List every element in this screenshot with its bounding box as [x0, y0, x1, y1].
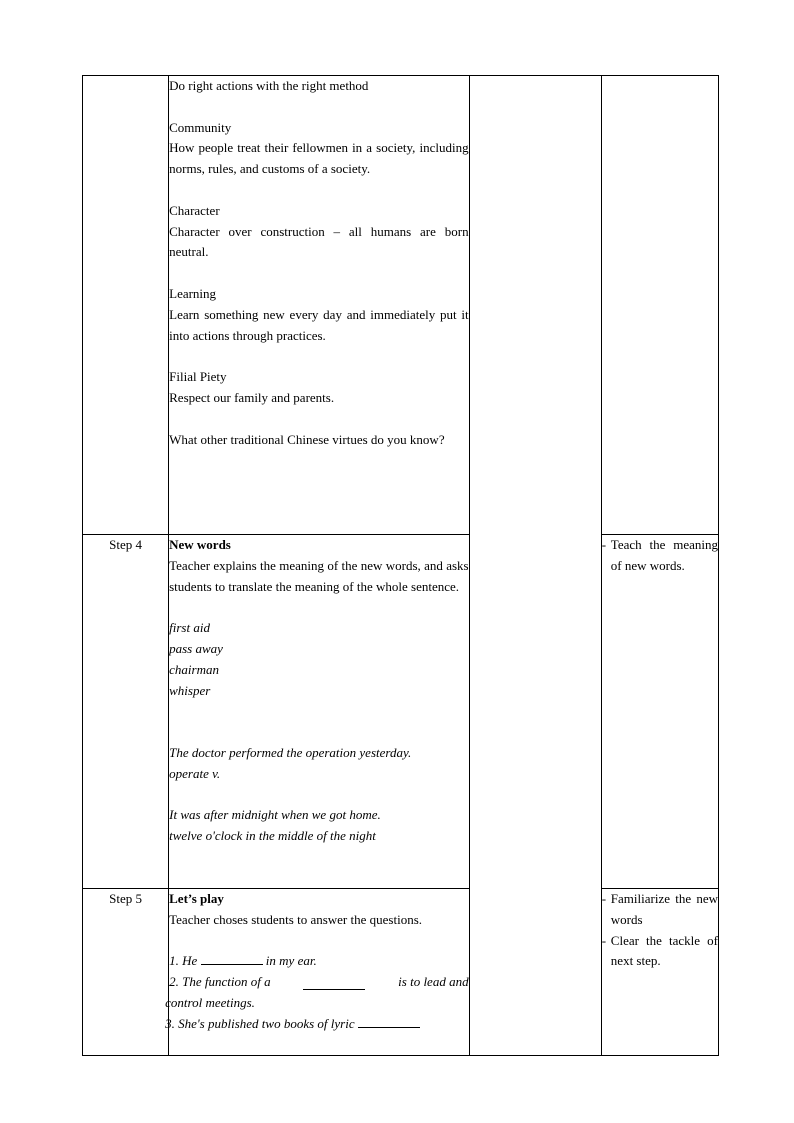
quiz-text: 3. She's published two books of lyric — [165, 1015, 355, 1031]
virtue-description: Character over construction – all humans are born neutral. — [169, 223, 469, 260]
quiz-text: 1. He — [169, 953, 198, 969]
lesson-plan-table — [82, 75, 719, 1056]
virtue-title: Community — [169, 119, 232, 135]
virtue-title: Learning — [169, 285, 217, 301]
note-item — [602, 535, 718, 577]
section-intro: Teacher choses students to answer the questions. — [169, 911, 423, 927]
notes-cell — [601, 535, 718, 889]
table-row — [83, 76, 719, 535]
notes-cell — [601, 76, 718, 535]
answer-blank — [303, 976, 365, 990]
virtue-description: Respect our family and parents. — [169, 389, 335, 405]
merged-column-cell — [469, 76, 601, 1056]
content-cell — [169, 535, 469, 889]
content-cell — [165, 889, 469, 1056]
bullet-dash: - — [601, 891, 607, 906]
vocab-word: pass away — [169, 640, 223, 656]
quiz-text: 2. The function of a — [169, 974, 271, 990]
table-row — [83, 535, 719, 889]
step-cell — [83, 76, 169, 535]
note-item — [602, 889, 718, 931]
quiz-text: in my ear. — [265, 953, 317, 969]
quiz-question — [169, 951, 468, 972]
content-cell — [169, 76, 469, 535]
note-item — [602, 931, 718, 973]
virtue-description: Learn something new every day and immediately put it into actions through practices. — [169, 306, 469, 343]
example-note: operate v. — [169, 765, 221, 781]
section-heading: Let’s play — [169, 891, 224, 906]
vocab-word: first aid — [169, 620, 210, 636]
note-text: Familiarize the new words — [610, 891, 718, 927]
step-label: Step 4 — [83, 535, 169, 889]
quiz-continuation: control meetings. — [165, 994, 255, 1010]
quiz-question — [165, 1014, 468, 1035]
note-text: Clear the tackle of next step. — [610, 932, 718, 969]
question-text: What other traditional Chinese virtues do you know? — [169, 431, 445, 447]
example-sentence: The doctor performed the operation yesterday. — [169, 744, 412, 760]
virtue-description: How people treat their fellowmen in a society, including norms, rules, and customs of a society. — [169, 140, 469, 177]
vocab-word: whisper — [169, 682, 211, 698]
notes-cell — [601, 889, 718, 1056]
section-heading: New words — [169, 537, 231, 552]
quiz-question — [169, 972, 468, 993]
bullet-dash: - — [601, 932, 607, 948]
quiz-text: is to lead and — [398, 974, 469, 990]
example-sentence: It was after midnight when we got home. — [169, 807, 381, 823]
example-note: twelve o'clock in the middle of the night — [169, 828, 376, 844]
answer-blank — [201, 951, 263, 965]
step-label: Step 5 — [83, 889, 169, 1056]
section-intro: Teacher explains the meaning of the new words, and asks students to translate the meaning of the whole sentence. — [169, 557, 469, 594]
virtue-title: Character — [169, 202, 220, 218]
note-text: Teach the meaning of new words. — [610, 537, 718, 573]
bullet-dash: - — [601, 537, 607, 552]
answer-blank — [358, 1014, 420, 1028]
vocab-word: chairman — [169, 661, 219, 677]
virtue-title: Filial Piety — [169, 369, 227, 385]
text-line: Do right actions with the right method — [169, 78, 369, 93]
table-row — [83, 889, 719, 1056]
